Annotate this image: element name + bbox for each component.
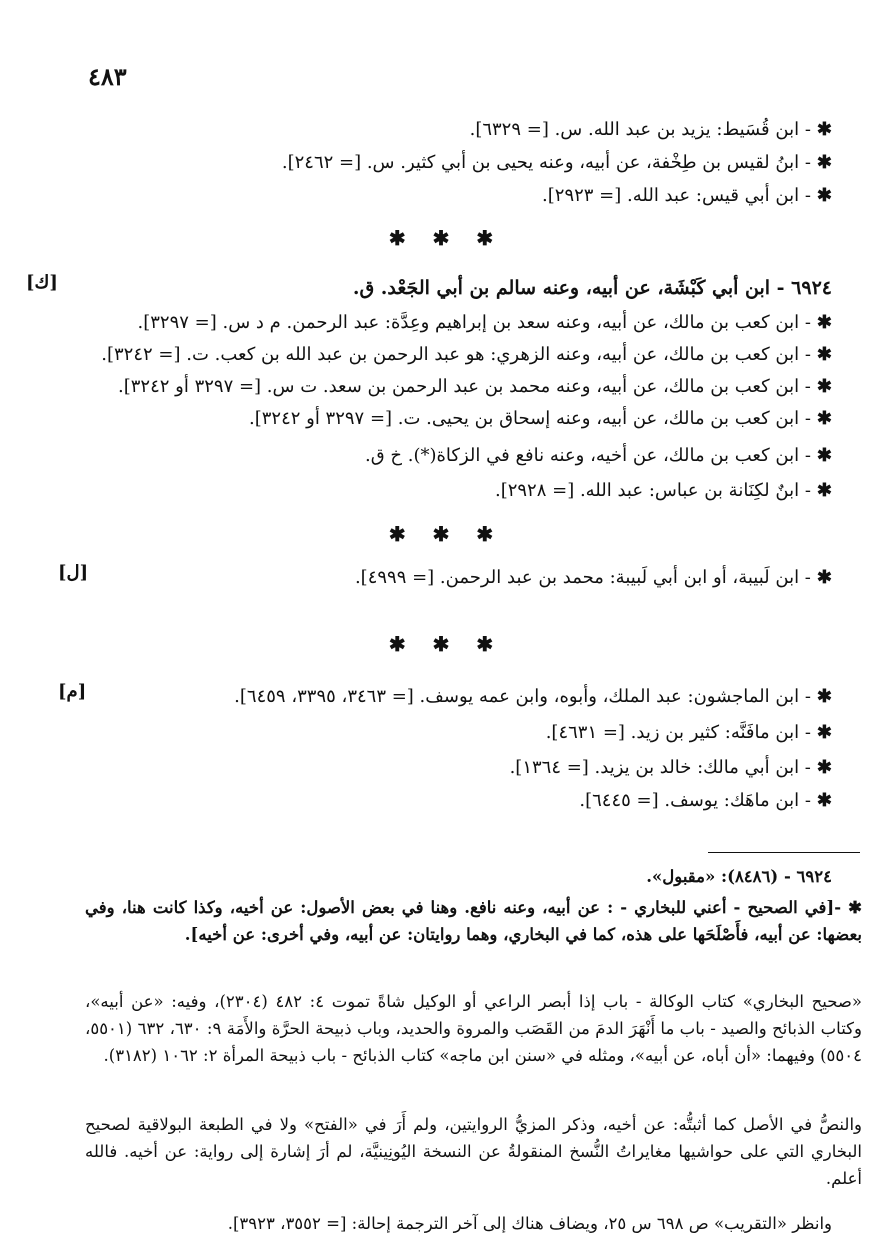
main-entry-6924: ٦٩٢٤ - ابن أبي كَبْشَة، عن أبيه، وعنه سالم بن أبي الجَعْد. ق.: [352, 277, 832, 299]
section-letter-kaf: [ك]: [26, 272, 58, 293]
star-icon: ✱: [816, 408, 832, 429]
entry-kab-2: ✱- ابن كعب بن مالك، عن أبيه، وعنه الزهري: هو عبد الرحمن بن عبد الله بن كعب. ت. [= ٣٢٤٢].: [101, 344, 832, 365]
star-icon: ✱: [816, 567, 832, 588]
footnote-paragraph-text-note: والنصُّ في الأصل كما أثبتُّه: عن أخيه، وذكر المزيُّ الروايتين، ولم أَرَ في «الفتح» ولا في الطبعة البولاقية لصحيح البخاري التي على حواشيها مغايراتُ النُّسخ المنقولةُ عن النسخة اليُونِينيَّة، لم أرَ إشارة إلى رواية: عن أخيه. فالله أعلم.: [85, 1115, 862, 1188]
entry-ibn-kinana: ✱- ابنٌ لكِنَانة بن عباس: عبد الله. [= ٢٩٢٨].: [494, 480, 832, 501]
section-letter-lam: [ل]: [58, 562, 89, 583]
entry-ibn-abi-malik: ✱- ابن أبي مالك: خالد بن يزيد. [= ١٣٦٤].: [509, 757, 832, 778]
entry-ibn-majishun: ✱- ابن الماجشون: عبد الملك، وأبوه، وابن عمه يوسف. [= ٣٤٦٣، ٣٣٩٥، ٦٤٥٩].: [234, 686, 832, 707]
footnote-6924-header: ٦٩٢٤ - (٨٤٨٦): «مقبول».: [646, 867, 832, 886]
star-icon: ✱: [816, 376, 832, 397]
star-icon: ✱: [816, 185, 832, 206]
star-icon: ✱: [816, 344, 832, 365]
entry-kab-1: ✱- ابن كعب بن مالك، عن أبيه، وعنه سعد بن إبراهيم وعِدَّة: عبد الرحمن. م د س. [= ٣٢٩٧].: [137, 312, 832, 333]
entry-kab-3: ✱- ابن كعب بن مالك، عن أبيه، وعنه محمد بن عبد الرحمن بن سعد. ت س. [= ٣٢٩٧ أو ٣٢٤٢].: [118, 376, 832, 397]
entry-ibn-laqis: ✱- ابنُ لقيس بن طِخْفة، عن أبيه، وعنه يحيى بن أبي كثير. س. [= ٢٤٦٢].: [281, 152, 832, 173]
star-icon: ✱: [816, 480, 832, 501]
entry-ibn-labiba: ✱- ابن لَبيبة، أو ابن أبي لَبيبة: محمد بن عبد الرحمن. [= ٤٩٩٩].: [354, 567, 832, 588]
section-separator: ✱ ✱ ✱: [388, 522, 504, 546]
section-letter-mim: [م]: [58, 681, 87, 702]
footnote-divider: [708, 852, 860, 853]
star-icon: ✱: [816, 722, 832, 743]
page-number: ٤٨٣: [88, 62, 127, 91]
entry-kab-4: ✱- ابن كعب بن مالك، عن أبيه، وعنه إسحاق بن يحيى. ت. [= ٣٢٩٧ أو ٣٢٤٢].: [248, 408, 832, 429]
entry-ibn-mafanna: ✱- ابن مافَنَّه: كثير بن زيد. [= ٤٦٣١].: [545, 722, 832, 743]
entry-ibn-qusayt: ✱- ابن قُسَيط: يزيد بن عبد الله. س. [= ٦٣٢٩].: [469, 119, 832, 140]
footnote-paragraph-sources: «صحيح البخاري» كتاب الوكالة - باب إذا أبصر الراعي أو الوكيل شاةً تموت ٤: ٤٨٢ (٢٣٠٤)، وفيه: «عن أبيه»، وكتاب الذبائح والصيد - باب ما أَنْهَرَ الدمَ من القَصَب والمروة والحديد، وباب ذبيحة الحرَّة والأَمَة ٩: ٦٣٠، ٦٣٢ (٥٥٠١، ٥٥٠٤) وفيهما: «أن أباه، عن أبيه»، ومثله في «سنن ابن ماجه» كتاب الذبائح - باب ذبيحة المرأة ٢: ١٠٦٢ (٣١٨٢).: [85, 992, 862, 1065]
star-icon: ✱: [816, 119, 832, 140]
entry-kab-5: ✱- ابن كعب بن مالك، عن أخيه، وعنه نافع في الزكاة(*). خ ق.: [364, 445, 832, 466]
footnote-paragraph-bracket: ✱ -[في الصحيح - أعني للبخاري - : عن أبيه، وعنه نافع. وهنا في بعض الأصول: عن أخيه، وكذا كانت هنا، وفي بعضها: عن أبيه، فأَصْلَحَها على هذه، كما في البخاري، وهما روايتان: عن أبيه، وفي أخرى: عن أخيه].: [85, 898, 862, 944]
section-separator: ✱ ✱ ✱: [388, 226, 504, 250]
footnote-taqrib-reference: وانظر «التقريب» ص ٦٩٨ س ٢٥، ويضاف هناك إلى آخر الترجمة إحالة: [= ٣٥٥٢، ٣٩٢٣].: [227, 1214, 832, 1233]
star-icon: ✱: [816, 312, 832, 333]
star-icon: ✱: [816, 757, 832, 778]
star-icon: ✱: [816, 686, 832, 707]
entry-ibn-mahak: ✱- ابن ماهَك: يوسف. [= ٦٤٤٥].: [579, 790, 832, 811]
star-icon: ✱: [816, 152, 832, 173]
star-icon: ✱: [816, 445, 832, 466]
section-separator: ✱ ✱ ✱: [388, 632, 504, 656]
entry-ibn-abi-qays: ✱- ابن أبي قيس: عبد الله. [= ٢٩٢٣].: [542, 185, 832, 206]
star-icon: ✱: [816, 790, 832, 811]
